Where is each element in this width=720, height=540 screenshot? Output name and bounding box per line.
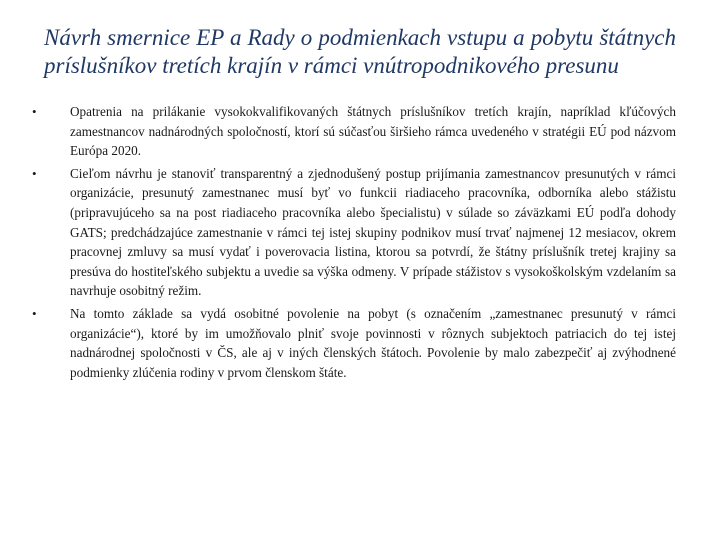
bullet-text-2: Cieľom návrhu je stanoviť transparentný a zjednodušený postup prijímania zamestnancov presunutých v rámci organizácie, presunutý zamestnanec musí byť vo funkcii riadiaceho pracovníka, odborníka alebo stážistu (pripravujúceho sa na post riadiaceho pracovníka alebo špecialistu) v súlade so záväzkami EÚ podľa dohody GATS; predchádzajúce zamestnanie v rámci tej istej skupiny podnikov musí trvať najmenej 12 mesiacov, okrem pracovnej zmluvy sa musí vydať i poverovacia listina, ktorou sa potvrdí, že štátny príslušník tretej krajiny sa presúva do hostiteľského subjektu a uvedie sa výška odmeny. V prípade stážistov s vysokoškolským vzdelaním sa navrhuje osobitný režim. bbox=[70, 165, 676, 299]
bullet-text-1: Opatrenia na prilákanie vysokokvalifikovaných štátnych príslušníkov tretích krajín, napríklad kľúčových zamestnancov nadnárodných spoločností, ktorí sú súčasťou širšieho rámca uvedeného v stratégii EÚ pod názvom Európa 2020. bbox=[70, 104, 676, 159]
bullet-dot-icon: • bbox=[32, 104, 37, 119]
bullet-item-1 bbox=[32, 102, 676, 161]
bullet-dot-icon: • bbox=[32, 165, 37, 181]
bullet-dot-icon: • bbox=[32, 305, 37, 321]
bullet-item-3 bbox=[32, 304, 676, 382]
slide-title: Návrh smernice EP a Rady o podmienkach vstupu a pobytu štátnych príslušníkov tretích krajín v rámci vnútropodnikového presunu bbox=[44, 25, 676, 78]
bullet-list bbox=[32, 102, 676, 382]
bullet-text-3: Na tomto základe sa vydá osobitné povolenie na pobyt (s označením „zamestnanec presunutý v rámci organizácie“), ktoré by im umožňovalo plniť svoje povinnosti v rôznych subjektoch patriacich do tej istej nadnárodnej spoločnosti v ČS, ale aj v iných členských štátoch. Povolenie by malo zabezpečiť aj zvýhodnené podmienky zlúčenia rodiny v prvom členskom štáte. bbox=[70, 305, 676, 380]
bullet-item-2 bbox=[32, 164, 676, 301]
